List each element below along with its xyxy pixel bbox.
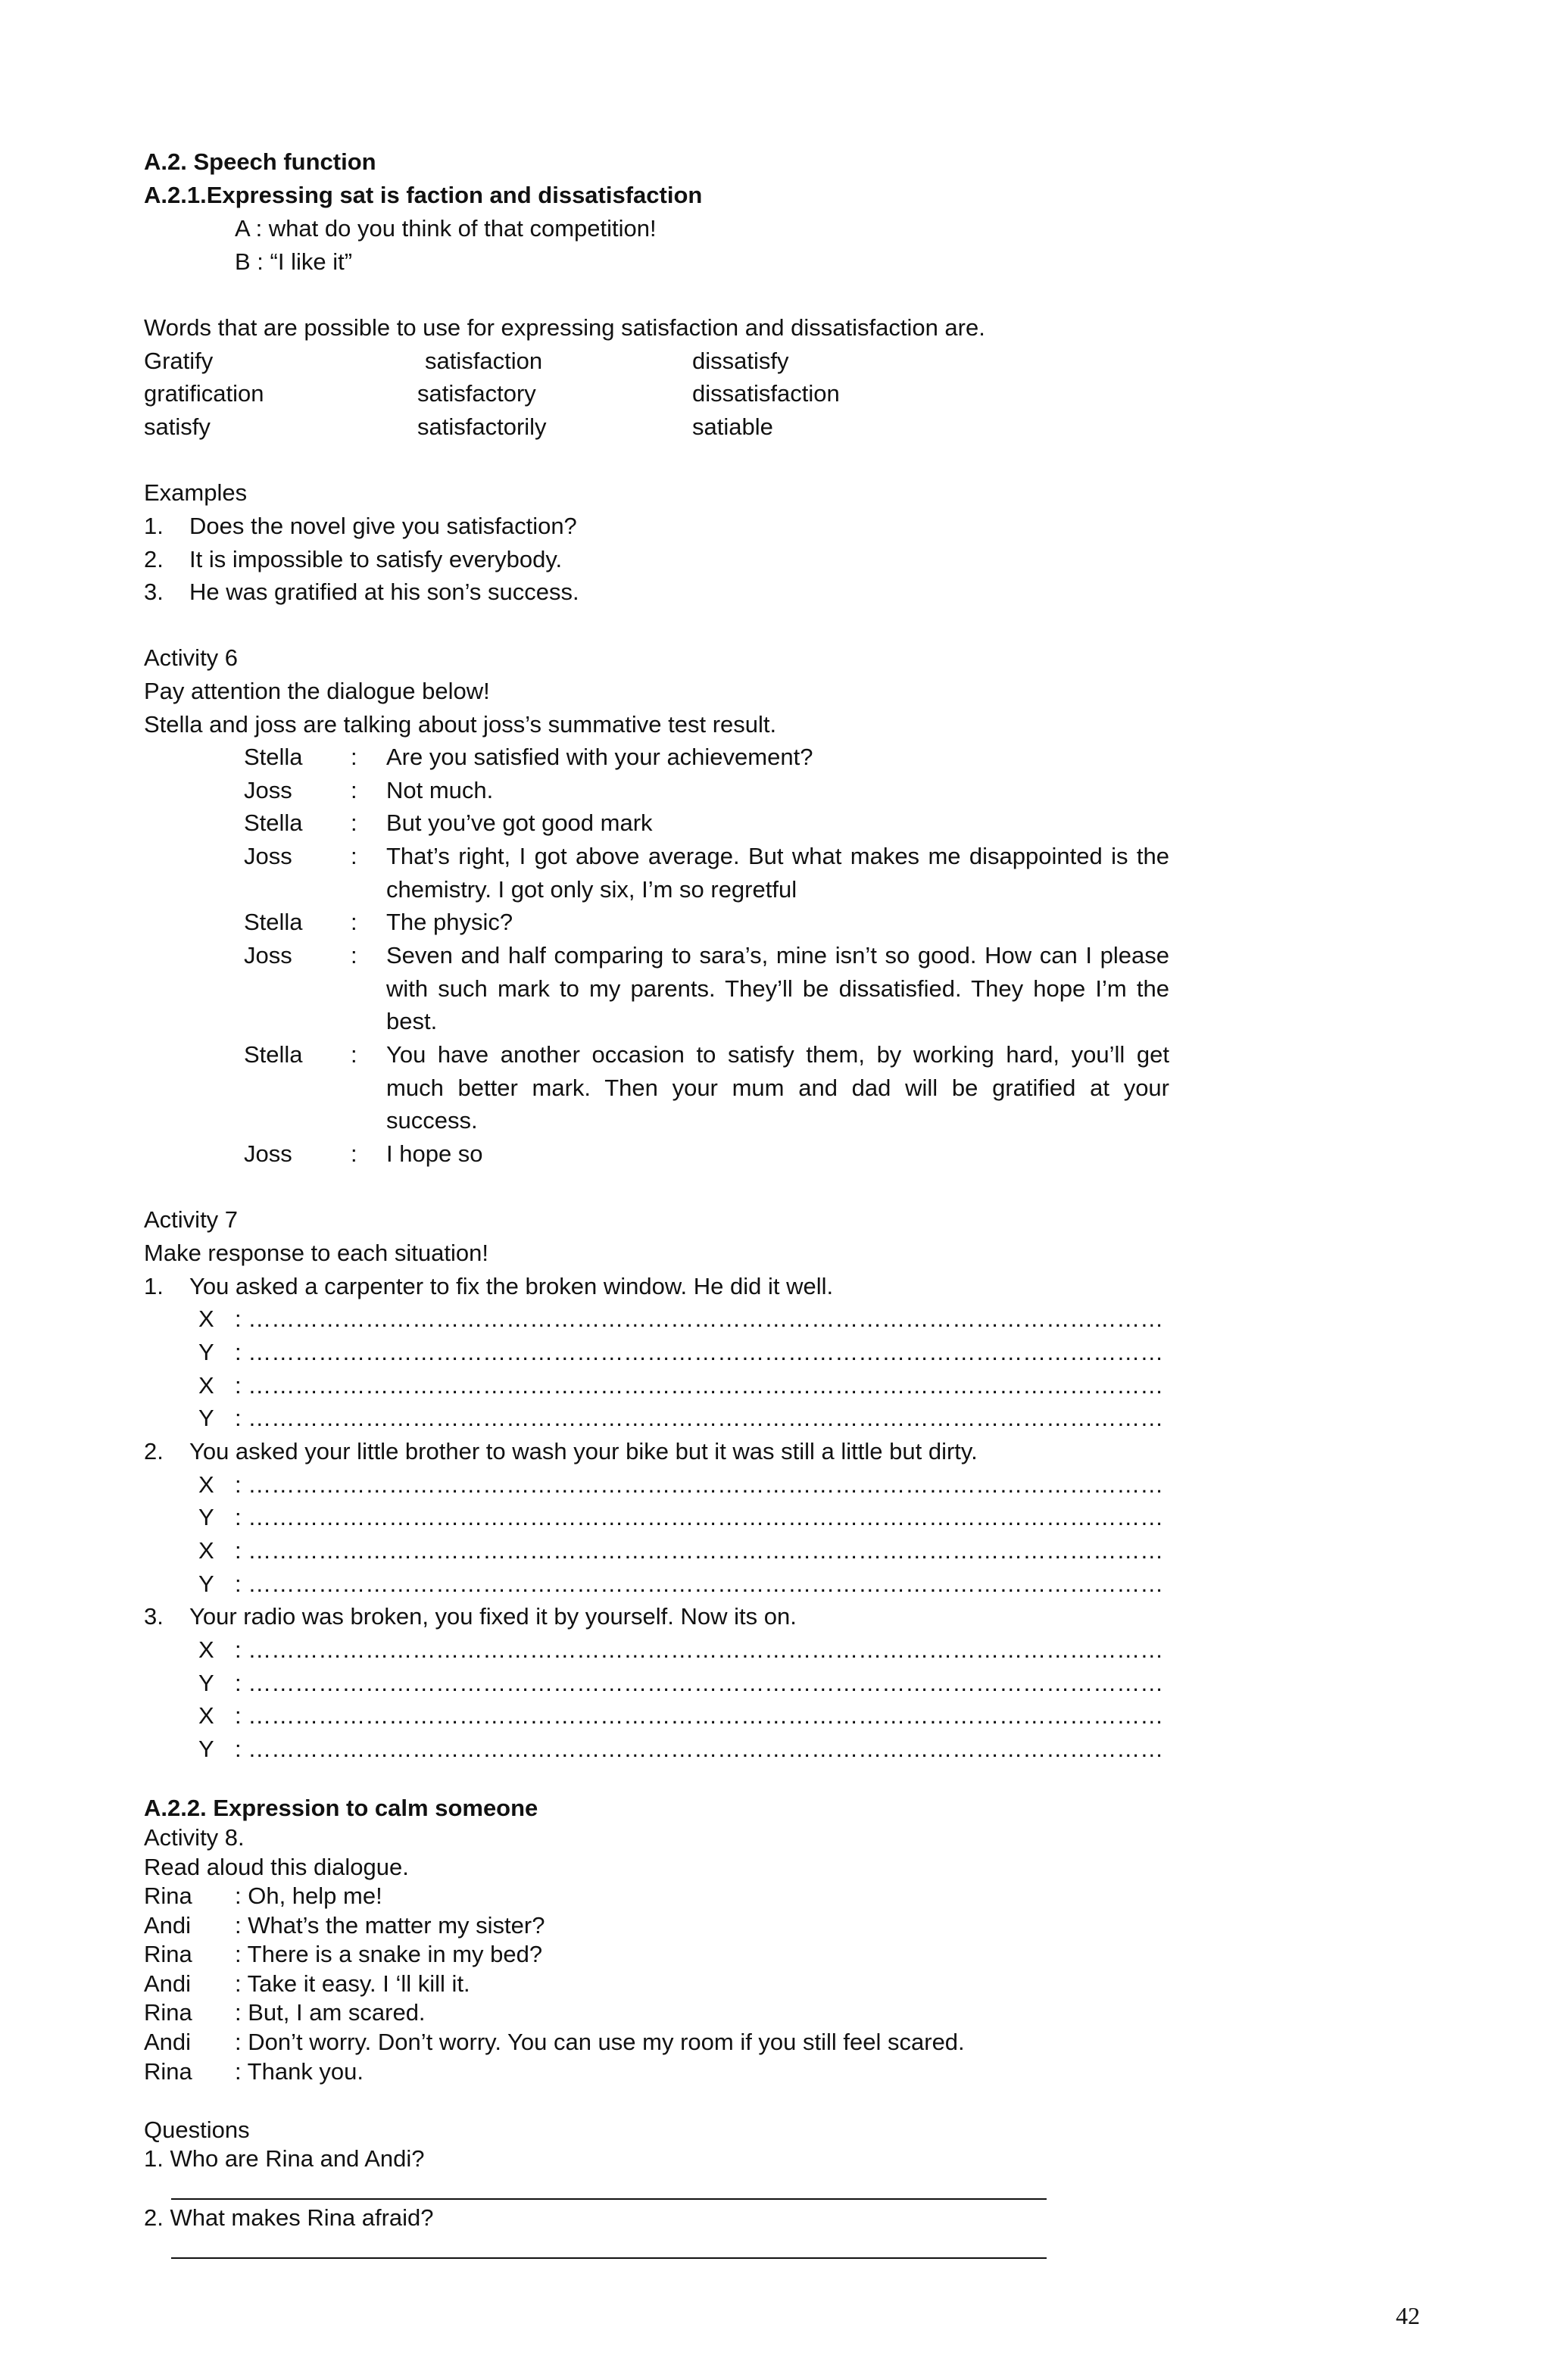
response-label: X — [198, 1305, 214, 1332]
section-2-heading: A.2.2. Expression to calm someone — [144, 1795, 538, 1821]
dialogue-text: : But, I am scared. — [235, 1999, 426, 2026]
question: 1. Who are Rina and Andi? — [144, 2145, 425, 2172]
word-cell: satisfaction — [425, 348, 543, 374]
dialogue-speaker: Stella — [244, 744, 303, 770]
intro-dialogue-line: A : what do you think of that competition! — [235, 215, 657, 242]
dialogue-text: : Thank you. — [235, 2058, 364, 2085]
response-blank[interactable]: : ……………………………………………………………………………………………………… — [235, 1670, 1164, 1696]
dialogue-speaker: Stella — [244, 1041, 303, 1068]
dialogue-text: : There is a snake in my bed? — [235, 1941, 543, 1967]
dialogue-speaker: Rina — [144, 1882, 192, 1909]
dialogue-speaker: Rina — [144, 1999, 192, 2026]
response-blank[interactable]: : ……………………………………………………………………………………………………… — [235, 1372, 1164, 1399]
response-label: X — [198, 1471, 214, 1498]
word-cell: satisfy — [144, 413, 211, 440]
situation-number: 2. — [144, 1438, 164, 1464]
example-text: He was gratified at his son’s success. — [189, 579, 579, 605]
dialogue-speaker: Rina — [144, 2058, 192, 2085]
situation-number: 1. — [144, 1273, 164, 1299]
activity-8-title: Activity 8. — [144, 1824, 245, 1851]
activity-6-title: Activity 6 — [144, 644, 239, 671]
activity-7-title: Activity 7 — [144, 1206, 239, 1233]
examples-title: Examples — [144, 479, 248, 506]
response-blank[interactable]: : ……………………………………………………………………………………………………… — [235, 1537, 1164, 1564]
dialogue-text: Not much. — [386, 777, 494, 803]
activity-7-instruction: Make response to each situation! — [144, 1240, 488, 1266]
dialogue-speaker: Stella — [244, 809, 303, 836]
word-cell: satiable — [692, 413, 773, 440]
word-cell: satisfactorily — [417, 413, 547, 440]
word-cell: gratification — [144, 380, 264, 407]
word-cell: dissatisfy — [692, 348, 789, 374]
example-number: 2. — [144, 546, 164, 572]
response-label: X — [198, 1702, 214, 1729]
activity-6-instruction: Pay attention the dialogue below! — [144, 678, 490, 704]
response-blank[interactable]: : ……………………………………………………………………………………………………… — [235, 1471, 1164, 1498]
response-label: X — [198, 1372, 214, 1399]
dialogue-text: I hope so — [386, 1140, 483, 1167]
situation-text: Your radio was broken, you fixed it by yourself. Now its on. — [189, 1603, 797, 1630]
response-blank[interactable]: : ……………………………………………………………………………………………………… — [235, 1736, 1164, 1762]
response-blank[interactable]: : ……………………………………………………………………………………………………… — [235, 1636, 1164, 1663]
dialogue-colon: : — [351, 777, 357, 803]
dialogue-colon: : — [351, 744, 357, 770]
dialogue-speaker: Andi — [144, 1912, 192, 1939]
response-label: Y — [198, 1736, 214, 1762]
response-label: Y — [198, 1405, 214, 1431]
dialogue-text: Are you satisfied with your achievement? — [386, 744, 813, 770]
activity-8-instruction: Read aloud this dialogue. — [144, 1854, 409, 1880]
response-label: Y — [198, 1504, 214, 1530]
dialogue-colon: : — [351, 1041, 357, 1068]
situation-number: 3. — [144, 1603, 164, 1630]
dialogue-text: : What’s the matter my sister? — [235, 1912, 545, 1939]
answer-line[interactable] — [171, 2198, 1047, 2200]
example-text: Does the novel give you satisfaction? — [189, 513, 577, 539]
example-number: 1. — [144, 513, 164, 539]
dialogue-text: Seven and half comparing to sara’s, mine isn’t so good. How can I please with such mark to my parents. They’ll be dissatisfied. They hope I’m the best. — [386, 942, 1169, 1035]
dialogue-colon: : — [351, 843, 357, 869]
activity-6-context: Stella and joss are talking about joss’s summative test result. — [144, 711, 777, 738]
situation-text: You asked your little brother to wash your bike but it was still a little but dirty. — [189, 1438, 978, 1464]
dialogue-speaker: Andi — [144, 2029, 192, 2055]
dialogue-colon: : — [351, 1140, 357, 1167]
answer-line[interactable] — [171, 2257, 1047, 2259]
dialogue-text: That’s right, I got above average. But what makes me disappointed is the chemistry. I got only six, I’m so regretful — [386, 843, 1169, 903]
response-label: X — [198, 1636, 214, 1663]
subsection-heading: A.2.1.Expressing sat is faction and dissatisfaction — [144, 182, 703, 208]
dialogue-text: But you’ve got good mark — [386, 809, 653, 836]
dialogue-colon: : — [351, 809, 357, 836]
dialogue-text: You have another occasion to satisfy them, by working hard, you’ll get much better mark. Then your mum and dad will be gratified at your success. — [386, 1041, 1169, 1134]
dialogue-colon: : — [351, 909, 357, 935]
dialogue-text: : Take it easy. I ‘ll kill it. — [235, 1970, 470, 1997]
word-cell: Gratify — [144, 348, 214, 374]
dialogue-speaker: Joss — [244, 1140, 292, 1167]
response-label: Y — [198, 1339, 214, 1365]
situation-text: You asked a carpenter to fix the broken window. He did it well. — [189, 1273, 834, 1299]
page-number: 42 — [1396, 2302, 1420, 2329]
dialogue-speaker: Andi — [144, 1970, 192, 1997]
dialogue-colon: : — [351, 942, 357, 969]
section-heading: A.2. Speech function — [144, 148, 376, 175]
response-blank[interactable]: : ……………………………………………………………………………………………………… — [235, 1339, 1164, 1365]
words-intro: Words that are possible to use for expressing satisfaction and dissatisfaction are. — [144, 314, 985, 341]
dialogue-text: The physic? — [386, 909, 513, 935]
example-number: 3. — [144, 579, 164, 605]
dialogue-text: : Don’t worry. Don’t worry. You can use my room if you still feel scared. — [235, 2029, 965, 2055]
response-blank[interactable]: : ……………………………………………………………………………………………………… — [235, 1405, 1164, 1431]
response-blank[interactable]: : ……………………………………………………………………………………………………… — [235, 1305, 1164, 1332]
intro-dialogue-line: B : “I like it” — [235, 248, 353, 275]
question: 2. What makes Rina afraid? — [144, 2204, 434, 2231]
dialogue-speaker: Joss — [244, 777, 292, 803]
response-label: Y — [198, 1571, 214, 1597]
word-cell: satisfactory — [417, 380, 536, 407]
dialogue-speaker: Joss — [244, 843, 292, 869]
word-cell: dissatisfaction — [692, 380, 840, 407]
example-text: It is impossible to satisfy everybody. — [189, 546, 563, 572]
dialogue-text: : Oh, help me! — [235, 1882, 382, 1909]
dialogue-speaker: Joss — [244, 942, 292, 969]
response-blank[interactable]: : ……………………………………………………………………………………………………… — [235, 1504, 1164, 1530]
questions-title: Questions — [144, 2116, 250, 2143]
response-blank[interactable]: : ……………………………………………………………………………………………………… — [235, 1571, 1164, 1597]
response-label: X — [198, 1537, 214, 1564]
dialogue-speaker: Stella — [244, 909, 303, 935]
dialogue-speaker: Rina — [144, 1941, 192, 1967]
response-blank[interactable]: : ……………………………………………………………………………………………………… — [235, 1702, 1164, 1729]
response-label: Y — [198, 1670, 214, 1696]
